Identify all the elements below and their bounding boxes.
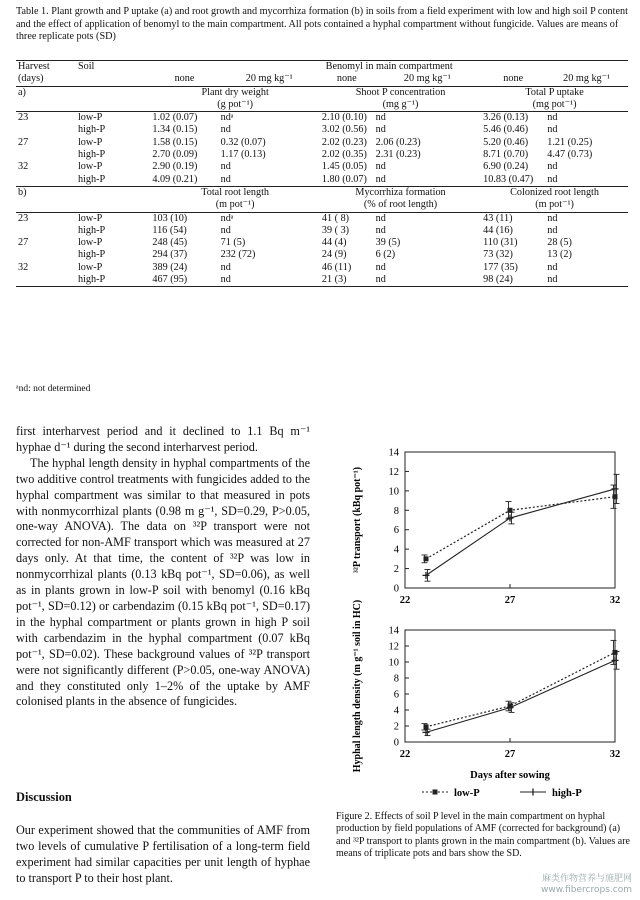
cell-c3: 41 ( 8) — [321, 212, 350, 224]
group-heading: Shoot P concentration — [355, 86, 446, 98]
cell-c6: nd — [545, 174, 628, 187]
section-a-heading — [16, 86, 628, 99]
cell-c1: 467 (95) — [150, 274, 218, 287]
y-tick-label: 4 — [393, 544, 399, 556]
series-line-low-P — [426, 497, 615, 559]
cell-c3: 1.80 (0.07) — [320, 174, 374, 187]
y-tick-label: 14 — [388, 625, 399, 637]
cell-c2: ndᵃ — [220, 112, 234, 124]
table-caption: Table 1. Plant growth and P uptake (a) and root growth and mycorrhiza formation (b) in soils from a field experiment with low and high soil P content and the effect of application of benomyl to the main compartment. All pots contained a hyphal compartment without fungicide. Values are means of three replicate pots (SD) — [16, 6, 628, 43]
table-row — [16, 262, 628, 274]
cell-day: 27 — [18, 136, 29, 148]
x-tick-label: 22 — [399, 595, 411, 606]
cell-c3: 24 (9) — [321, 249, 347, 261]
cell-day: 23 — [18, 212, 29, 224]
cell-c3: 1.45 (0.05) — [321, 161, 367, 173]
table-row — [16, 137, 628, 149]
group-heading: Mycorrhiza formation — [320, 186, 481, 199]
cell-soil: low-P — [77, 112, 103, 124]
cell-c4: nd — [375, 261, 386, 273]
cell-c5: 5.46 (0.46) — [483, 124, 529, 136]
header-20mg: 20 mg kg⁻¹ — [374, 73, 482, 86]
legend-label-low: low-P — [454, 788, 480, 799]
section-label: b) — [16, 186, 76, 199]
cell-c4: nd — [375, 212, 386, 224]
series-line-high-P — [426, 660, 615, 732]
cell-c1: 2.70 (0.09) — [152, 149, 198, 161]
cell-c4: nd — [375, 224, 386, 236]
figure-caption: Figure 2. Effects of soil P level in the main compartment on hyphal production by field populations of AMF (corrected for background) (a) and ³²P transport to plants grown in the main compartment (b). Values are means of triplicate pots and bars show the SD. — [336, 811, 630, 860]
y-axis-label: ³²P transport (kBq pot⁻¹) — [352, 466, 363, 574]
group-unit: (m pot⁻¹) — [150, 199, 320, 212]
cell-c2: nd — [220, 224, 231, 236]
header-none: none — [481, 73, 545, 86]
cell-day: 32 — [18, 161, 29, 173]
cell-c6: 13 (2) — [547, 249, 572, 261]
cell-c1: 389 (24) — [152, 261, 188, 273]
cell-soil: low-P — [77, 237, 103, 249]
header-20mg: 20 mg kg⁻¹ — [219, 73, 320, 86]
table-row — [16, 249, 628, 261]
table-row — [16, 212, 628, 225]
cell-c4: nd — [374, 174, 482, 187]
cell-c5: 110 (31) — [483, 237, 518, 249]
group-unit: (g pot⁻¹) — [150, 99, 320, 112]
watermark-line: www.fibercrops.com — [541, 885, 632, 895]
header-row-2 — [16, 73, 628, 86]
cell-c2: nd — [219, 274, 320, 287]
cell-c2: nd — [219, 174, 320, 187]
x-tick-label: 32 — [609, 749, 621, 760]
cell-c5: 6.90 (0.24) — [483, 161, 529, 173]
cell-c1: 2.90 (0.19) — [152, 161, 198, 173]
y-tick-label: 4 — [393, 705, 399, 717]
cell-c6: nd — [547, 212, 558, 224]
x-tick-label: 27 — [504, 595, 516, 606]
table-row — [16, 237, 628, 249]
cell-c1: 116 (54) — [152, 224, 187, 236]
cell-c4: nd — [375, 124, 386, 136]
cell-c6: nd — [547, 161, 558, 173]
cell-soil: low-P — [77, 212, 103, 224]
group-unit: (% of root length) — [320, 199, 481, 212]
cell-c4: 2.06 (0.23) — [375, 136, 421, 148]
cell-c5: 10.83 (0.47) — [481, 174, 545, 187]
cell-c3: 2.02 (0.23) — [321, 136, 367, 148]
table-row — [16, 225, 628, 237]
cell-c5: 5.20 (0.46) — [483, 136, 529, 148]
y-tick-label: 0 — [393, 737, 399, 749]
figure-2 — [330, 440, 630, 810]
cell-c3: 39 ( 3) — [321, 224, 350, 236]
cell-c3: 46 (11) — [321, 261, 352, 273]
cell-c5: 98 (24) — [481, 274, 545, 287]
cell-day: 27 — [18, 237, 29, 249]
header-20mg: 20 mg kg⁻¹ — [545, 73, 628, 86]
table-footnote: ᵃnd: not determined — [16, 384, 91, 394]
y-tick-label: 0 — [393, 583, 399, 595]
cell-c1: 103 (10) — [152, 212, 188, 224]
cell-c1: 294 (37) — [152, 249, 188, 261]
cell-day — [16, 249, 76, 261]
y-tick-label: 8 — [393, 673, 399, 685]
cell-c4: nd — [375, 161, 386, 173]
cell-day — [16, 225, 76, 237]
data-point-low-P — [424, 556, 429, 561]
cell-c1: 1.34 (0.15) — [152, 124, 198, 136]
cell-c6: nd — [547, 261, 558, 273]
series-line-low-P — [426, 652, 615, 726]
cell-c3: 2.02 (0.35) — [321, 149, 367, 161]
cell-c6: 28 (5) — [547, 237, 572, 249]
table-row — [16, 174, 628, 187]
group-unit: (mg g⁻¹) — [320, 99, 481, 112]
cell-c6: nd — [547, 224, 558, 236]
watermark — [541, 874, 632, 896]
section-b-heading — [16, 186, 628, 199]
x-tick-label: 32 — [609, 595, 621, 606]
y-tick-label: 6 — [393, 689, 399, 701]
data-point-low-P — [424, 724, 429, 729]
cell-c6: 1.21 (0.25) — [547, 136, 593, 148]
series-line-high-P — [426, 489, 615, 575]
cell-c2: 1.17 (0.13) — [220, 149, 266, 161]
y-tick-label: 12 — [388, 466, 399, 478]
cell-soil: high-P — [76, 174, 150, 187]
group-heading: Colonized root length — [481, 186, 628, 199]
cell-c1: 4.09 (0.21) — [150, 174, 218, 187]
y-tick-label: 10 — [388, 657, 399, 669]
group-heading: Total P uptake — [525, 86, 584, 98]
cell-c5: 8.71 (0.70) — [483, 149, 529, 161]
header-days: (days) — [16, 73, 76, 86]
y-axis-label: Hyphal length density (m g⁻¹ soil in HC) — [352, 599, 363, 773]
cell-c3: 2.10 (0.10) — [321, 112, 367, 124]
x-axis-label: Days after sowing — [470, 770, 550, 781]
header-none: none — [320, 73, 374, 86]
cell-c2: nd — [220, 161, 231, 173]
group-heading: Total root length — [150, 186, 320, 199]
y-tick-label: 14 — [388, 447, 399, 459]
cell-c3: 21 (3) — [320, 274, 374, 287]
group-unit: (m pot⁻¹) — [481, 199, 628, 212]
data-table — [16, 60, 628, 287]
y-tick-label: 8 — [393, 505, 399, 517]
cell-c5: 44 (16) — [483, 224, 513, 236]
cell-c4: 2.31 (0.23) — [375, 149, 421, 161]
cell-c1: 1.02 (0.07) — [152, 112, 198, 124]
discussion-text: Our experiment showed that the communities of AMF from two levels of cumulative P fertilisation of a long-term field experiment had similar capacities per unit length of hyphae to transport P to their host plant. — [16, 823, 310, 885]
cell-c6: 4.47 (0.73) — [547, 149, 593, 161]
cell-c5: 3.26 (0.13) — [483, 112, 529, 124]
group-heading: Plant dry weight — [201, 86, 269, 98]
cell-c2: 232 (72) — [220, 249, 256, 261]
y-tick-label: 12 — [388, 641, 399, 653]
cell-soil: high-P — [77, 149, 106, 161]
header-row-1 — [16, 61, 628, 74]
y-tick-label: 2 — [393, 564, 399, 576]
cell-soil: low-P — [77, 161, 103, 173]
x-tick-label: 22 — [399, 749, 411, 760]
cell-c2: 0.32 (0.07) — [220, 136, 266, 148]
header-harvest: Harvest — [16, 61, 76, 74]
cell-c4: 6 (2) — [375, 249, 396, 261]
y-tick-label: 2 — [393, 721, 399, 733]
section-a-units — [16, 99, 628, 112]
cell-day — [16, 174, 76, 187]
legend-marker-low — [433, 790, 438, 795]
watermark-line: 麻类作物营养与施肥网 — [541, 874, 632, 884]
header-benomyl: Benomyl in main compartment — [150, 61, 628, 74]
x-tick-label: 27 — [504, 749, 516, 760]
cell-day — [16, 124, 76, 136]
cell-c2: 71 (5) — [220, 237, 246, 249]
cell-soil: low-P — [77, 261, 103, 273]
cell-day: 32 — [18, 261, 29, 273]
y-tick-label: 10 — [388, 486, 399, 498]
cell-soil: high-P — [77, 224, 106, 236]
plot-frame — [405, 630, 615, 742]
cell-c5: 73 (32) — [483, 249, 513, 261]
cell-c2: ndᵃ — [220, 212, 234, 224]
cell-c2: nd — [220, 261, 231, 273]
cell-day — [16, 274, 76, 287]
cell-c4: nd — [374, 274, 482, 287]
cell-c4: nd — [375, 112, 386, 124]
y-tick-label: 6 — [393, 525, 399, 537]
cell-c5: 43 (11) — [483, 212, 513, 224]
section-a-rows — [16, 112, 628, 187]
header-soil: Soil — [76, 61, 150, 74]
paragraph: The hyphal length density in hyphal compartments of the two additive control treatments with fungicides added to the hyphal compartment was similar to that measured in pots with nonmycorrhizal plants (0.98 m g⁻¹, SD=0.29, P>0.05, one-way ANOVA). The data on ³²P transport were not corrected for non-AMF transport which was measured at 27 days only. At that time, the content of ³²P was low in nonmycorrhizal plants (0.13 kBq pot⁻¹, SD=0.06), as well as in plants grown in low-P soil with benomyl (0.16 kBq pot⁻¹, SD=0.12) or carbendazim (0.15 kBq pot⁻¹, SD=0.17) in the hyphal compartment or plants grown in high P soil with carbendazim in the hyphal compartment (0.07 kBq pot⁻¹, SD=0.02). These background values of ³²P transport were not significantly different (P>0.05, one-way ANOVA) and they constituted only 1–2% of the uptake by AMF colonised plants in the absence of fungicides. — [16, 455, 310, 709]
discussion-heading: Discussion — [16, 790, 72, 804]
cell-c6: nd — [547, 112, 558, 124]
legend-label-high: high-P — [552, 788, 582, 799]
cell-c6: nd — [547, 124, 558, 136]
cell-soil: high-P — [77, 249, 106, 261]
cell-soil: high-P — [76, 274, 150, 287]
cell-c6: nd — [545, 274, 628, 287]
cell-c1: 248 (45) — [152, 237, 188, 249]
group-unit: (mg pot⁻¹) — [481, 99, 628, 112]
cell-soil: high-P — [77, 124, 106, 136]
cell-soil: low-P — [77, 136, 103, 148]
cell-c2: nd — [220, 124, 231, 136]
cell-c4: 39 (5) — [375, 237, 401, 249]
cell-day — [16, 149, 76, 161]
cell-c5: 177 (35) — [483, 261, 518, 273]
cell-c1: 1.58 (0.15) — [152, 136, 198, 148]
paragraph: first interharvest period and it declined to 1.1 Bq m⁻¹ hyphae d⁻¹ during the second interharvest period. — [16, 424, 310, 454]
table-row — [16, 161, 628, 173]
cell-day: 23 — [18, 112, 29, 124]
body-text — [16, 424, 310, 710]
cell-c3: 44 (4) — [321, 237, 347, 249]
table-row — [16, 274, 628, 287]
table-row — [16, 149, 628, 161]
section-label: a) — [18, 86, 26, 98]
table-row — [16, 112, 628, 125]
section-b-units — [16, 199, 628, 212]
table-row — [16, 124, 628, 136]
section-b-rows — [16, 212, 628, 287]
header-none: none — [150, 73, 218, 86]
cell-c3: 3.02 (0.56) — [321, 124, 367, 136]
